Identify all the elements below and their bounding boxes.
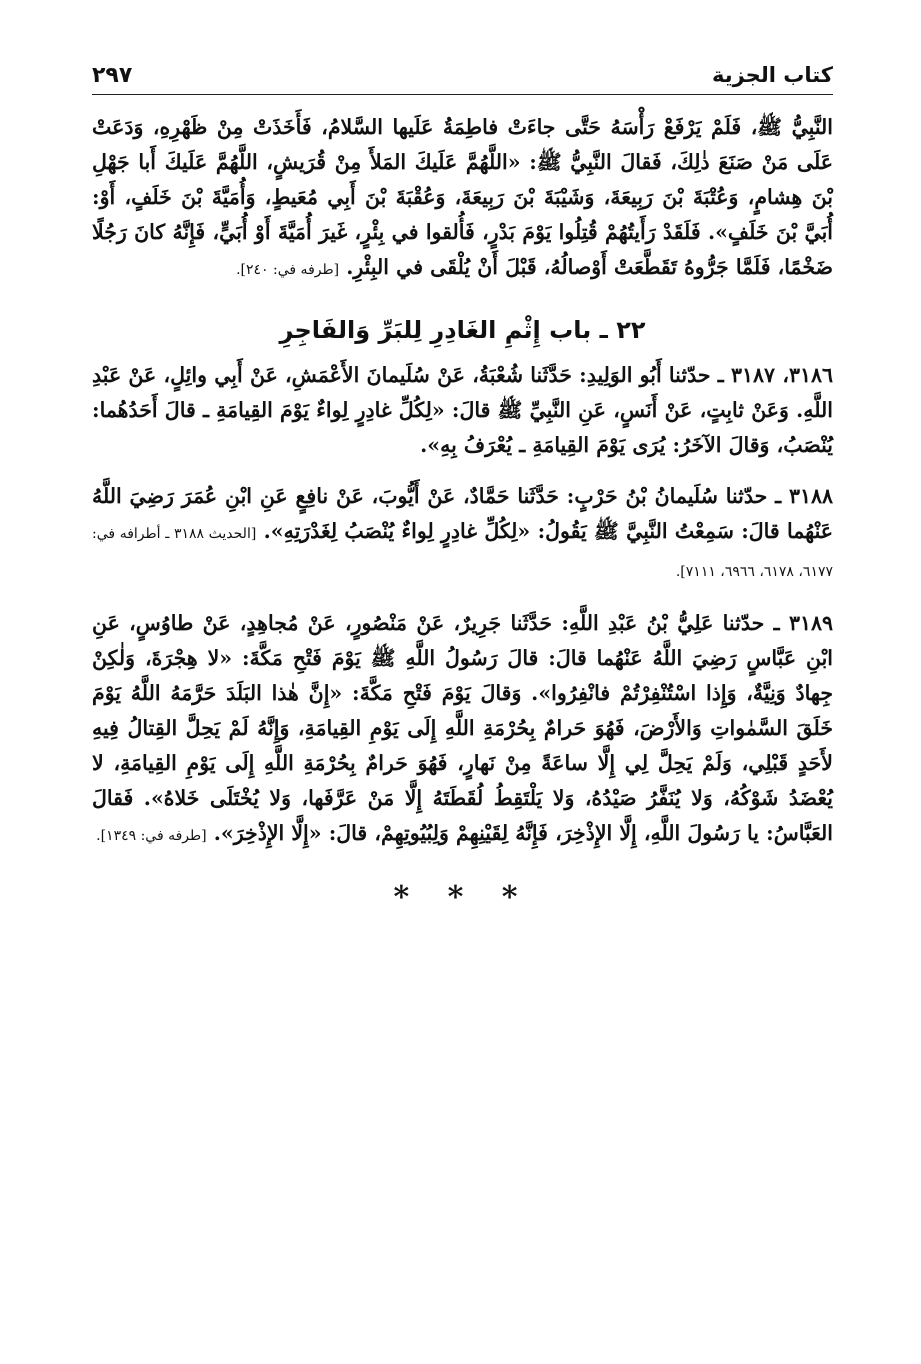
running-title: كتاب الجزية — [712, 63, 833, 87]
hadith-3186-text: ٣١٨٦، ٣١٨٧ ـ حدّثنا أَبُو الوَلِيدِ: حَدَّثَنا شُعْبَةُ، عَنْ سُلَيمانَ الأَعْمَشِ، عَنْ أَبِي وائِلٍ، عَنْ عَبْدِ اللَّهِ. وَعَنْ ثابِتٍ، عَنْ أَنَسٍ، عَنِ النَّبِيِّ ﷺ قالَ: «لِكُلِّ غادِرٍ لِواءٌ يَوْمَ القِيامَةِ ـ قالَ أَحَدُهُما: يُنْصَبُ، وَقالَ الآخَرُ: يُرَى يَوْمَ القِيامَةِ ـ يُعْرَفُ بِهِ». — [92, 363, 833, 457]
page-header — [92, 56, 833, 95]
chapter-heading: ٢٢ ـ باب إِثْمِ الغَادِرِ لِلبَرِّ وَالفَاجِرِ — [279, 316, 646, 344]
continuation-paragraph — [92, 110, 833, 288]
hadith-3189-paragraph — [92, 606, 833, 854]
section-separator-stars: * * * — [393, 880, 532, 915]
hadith-3189-text: ٣١٨٩ ـ حدّثنا عَلِيُّ بْنُ عَبْدِ اللَّهِ: حَدَّثَنا جَرِيرٌ، عَنْ مَنْصُورٍ، عَنْ مُجاهِدٍ، عَنْ طاوُسٍ، عَنِ ابْنِ عَبَّاسٍ رَضِيَ اللَّهُ عَنْهُما قالَ: قالَ رَسُولُ اللَّهِ ﷺ يَوْمَ فَتْحِ مَكَّةَ: «لا هِجْرَةَ، وَلٰكِنْ جِهادٌ وَنِيَّةٌ، وَإِذا اسْتُنْفِرْتُمْ فانْفِرُوا». وَقالَ يَوْمَ فَتْحِ مَكَّةَ: «إِنَّ هٰذا البَلَدَ حَرَّمَهُ اللَّهُ يَوْمَ خَلَقَ السَّمٰواتِ وَالأَرْضَ، فَهُوَ حَرامٌ بِحُرْمَةِ اللَّهِ إِلَى يَوْمِ القِيامَةِ، وَإِنَّهُ لَمْ يَحِلَّ القِتالُ فِيهِ لأَحَدٍ قَبْلِي، وَلَمْ يَحِلَّ لِي إِلَّا ساعَةً مِنْ نَهارٍ، فَهُوَ حَرامٌ بِحُرْمَةِ اللَّهِ إِلَى يَوْمِ القِيامَةِ، لا يُعْضَدُ شَوْكُهُ، وَلا يُنَفَّرُ صَيْدُهُ، وَلا يَلْتَقِطُ لُقَطَتَهُ إِلَّا مَنْ عَرَّفَها، وَلا يُخْتَلَى خَلاهُ». فَقالَ العَبَّاسُ: يا رَسُولَ اللَّهِ، إِلَّا الإِذْخِرَ، فَإِنَّهُ لِقَيْنِهِمْ وَلِبُيُوتِهِمْ، قالَ: «إِلَّا الإِذْخِرَ». — [92, 611, 833, 845]
hadith-3188-text: ٣١٨٨ ـ حدّثنا سُلَيمانُ بْنُ حَرْبٍ: حَدَّثَنا حَمَّادٌ، عَنْ أَيُّوبَ، عَنْ نافِعٍ عَنِ ابْنِ عُمَرَ رَضِيَ اللَّهُ عَنْهُما قالَ: سَمِعْتُ النَّبِيَّ ﷺ يَقُولُ: «لِكُلِّ غادِرٍ لِواءٌ يُنْصَبُ لِغَدْرَتِهِ». — [92, 484, 833, 543]
hadith-3189-reference: [طرفه في: ١٣٤٩]. — [96, 828, 207, 844]
page-body — [92, 110, 833, 915]
continuation-reference: [طرفه في: ٢٤٠]. — [236, 262, 340, 278]
page-number: ٢٩٧ — [92, 62, 133, 88]
hadith-3188-paragraph — [92, 479, 833, 590]
hadith-3186-paragraph — [92, 358, 833, 463]
continuation-text: النَّبِيُّ ﷺ، فَلَمْ يَرْفَعْ رَأْسَهُ حَتَّى جاءَتْ فاطِمَةُ عَلَيها السَّلامُ، فَأَخَذَتْ مِنْ ظَهْرِهِ، وَدَعَتْ عَلَى مَنْ صَنَعَ ذٰلِكَ، فَقالَ النَّبِيُّ ﷺ: «اللَّهُمَّ عَلَيكَ المَلأَ مِنْ قُرَيشٍ، اللَّهُمَّ عَلَيكَ أَبا جَهْلِ بْنَ هِشامٍ، وَعُتْبَةَ بْنَ رَبِيعَةَ، وَشَيْبَةَ بْنَ رَبِيعَةَ، وَعُقْبَةَ بْنَ أَبِي مُعَيطٍ، وَأُمَيَّةَ بْنَ خَلَفٍ، أَوْ: أُبَيَّ بْنَ خَلَفٍ». فَلَقَدْ رَأَيتُهُمْ قُتِلُوا يَوْمَ بَدْرٍ، فَأُلقوا في بِئْرٍ، غَيرَ أُمَيَّةَ أَوْ أُبَيٍّ، فَإِنَّهُ كانَ رَجُلًا ضَخْمًا، فَلَمَّا جَرُّوهُ تَقَطَّعَتْ أَوْصالُهُ، قَبْلَ أَنْ يُلْقَى في البِئْرِ. — [92, 115, 833, 279]
hadith-3188-reference: [الحديث ٣١٨٨ ـ أطرافه في: ٦١٧٧، ٦١٧٨، ٦٩٦٦، ٧١١١]. — [92, 526, 833, 580]
